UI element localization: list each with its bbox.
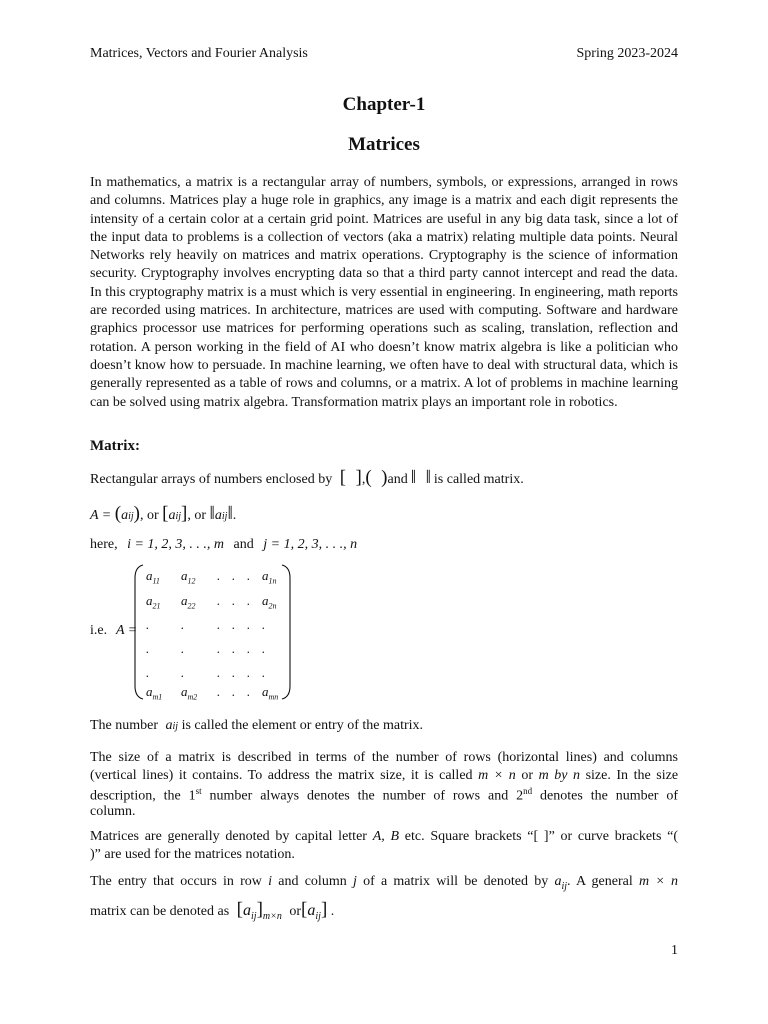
entry-l1d: . A general	[567, 874, 633, 889]
running-header-title: Matrices, Vectors and Fourier Analysis	[90, 46, 308, 61]
matrix-entry-subscript: 1n	[268, 576, 277, 586]
matrix-entry: .	[181, 665, 185, 680]
matrix-entry: .	[181, 617, 185, 632]
form1-a: a	[243, 902, 251, 919]
size-st: st	[195, 786, 202, 796]
denote-line-1	[90, 829, 678, 845]
matrix-definition	[90, 467, 524, 489]
matrix-entry: $a_{1n}$	[262, 568, 277, 586]
matrix-entry: .	[146, 641, 150, 656]
round-bracket-symbol: ( )	[365, 467, 388, 488]
matrix-entry: $a_{mn}$	[262, 684, 279, 702]
matrix-entry: $a_{2n}$	[262, 593, 277, 611]
matrix-entry: .	[247, 617, 251, 632]
notation-or-2: , or	[187, 508, 207, 523]
matrix-entry: $a_{12}$	[181, 568, 196, 586]
matrix-entry: .	[247, 593, 251, 608]
intro-paragraph: In mathematics, a matrix is a rectangular array of numbers, symbols, or expressions, arranged in rows and columns. Matrices play a huge role in graphics, any image is a matrix and each digit represents the intensity of a certain color at a certain grid point. Matrices are useful in any big data task, since a lot of the input data to problems is a collection of vectors (aka a matrix) relating multiple data points. Neural Networks rely heavily on matrices and matrix operations. Cryptography is the science of information security. Cryptography involves encrypting data so that a third party cannot intercept and read the data. In this cryptography matrix is a must which is very essential in engineering. In engineering, math reports are recorded using matrices. In architecture, matrices are used with computing. Software and hardware graphics processor use matrices for performing operations such as scaling, translation, reflection and rotation. A person working in the field of AI who doesn’t know matrix algebra is like a politician who doesn’t know how to persuade. In machine learning, we often have to deal with structural data, which is generally represented as a table of rows and columns, or a matrix. A lot of problems in machine learning can be solved using matrix algebra. Transformation matrix plays an important role in robotics.	[90, 175, 678, 410]
matrix-entry: .	[262, 617, 266, 632]
matrix-entry: .	[146, 617, 150, 632]
entry-l1a: The entry that occurs in row	[90, 874, 262, 889]
entry-l1b: and column	[278, 874, 347, 889]
square-bracket-symbol: [ ]	[339, 467, 362, 488]
form2-left-bracket: [	[301, 899, 308, 920]
size-mxn: m × n	[478, 768, 516, 783]
j-range: j = 1, 2, 3, . . ., n	[263, 537, 358, 552]
matrix-entry-subscript: 12	[187, 576, 196, 586]
i-range: i = 1, 2, 3, . . ., m	[127, 537, 225, 552]
entry-a: a	[554, 874, 562, 889]
notation-entry-1: a	[121, 508, 129, 523]
element-post: is called the element or entry of the matrix.	[181, 718, 424, 733]
matrix-entry-subscript: 22	[187, 601, 196, 611]
matrix-entry-subscript: mn	[268, 692, 279, 702]
page-number: 1	[671, 943, 678, 958]
denote-l1a: Matrices are generally denoted by capital letter	[90, 829, 367, 844]
matrix-entry: .	[247, 568, 251, 583]
matrix-entry-subscript: 2n	[268, 601, 277, 611]
definition-prefix: Rectangular arrays of numbers enclosed by	[90, 472, 333, 487]
matrix-entry: .	[181, 641, 185, 656]
form1-a-sub: ij	[251, 910, 257, 922]
entry-line-2	[90, 899, 334, 922]
notation-sub-3: ij	[221, 511, 228, 522]
notation-sub-1: ij	[128, 511, 134, 522]
matrix-entry: .	[262, 665, 266, 680]
right-paren-symbol: )	[133, 503, 140, 524]
notation-lhs: A =	[90, 508, 112, 523]
size-l3a: description, the 1	[90, 788, 196, 804]
definition-suffix: is called matrix.	[433, 472, 524, 487]
right-double-bar-symbol: ‖	[227, 503, 233, 524]
matrix-entry-subscript: m1	[152, 692, 163, 702]
element-sub: ij	[172, 721, 179, 732]
size-line-1: The size of a matrix is described in terms of the number of rows (horizontal lines) and columns	[90, 750, 678, 765]
size-or: or	[521, 768, 534, 783]
matrix-entry: $a_{11}$	[146, 568, 160, 586]
size-nd: nd	[523, 786, 533, 796]
size-line-4: column.	[90, 804, 136, 819]
matrix-entry: .	[247, 665, 251, 680]
matrix-entry: .	[232, 665, 236, 680]
matrix-entry-subscript: m2	[187, 692, 198, 702]
matrix-entry: $a_{22}$	[181, 593, 196, 611]
matrix-entry: $a_{21}$	[146, 593, 161, 611]
notation-entry-2: a	[168, 508, 176, 523]
ranges-and: and	[233, 537, 254, 552]
element-symbol: a	[165, 718, 173, 733]
left-square-bracket-symbol: [	[162, 503, 169, 524]
notation-or-1: , or	[139, 508, 159, 523]
matrix-entry: .	[232, 617, 236, 632]
matrix-left-paren	[134, 564, 144, 700]
matrix-lhs-text: A =	[116, 623, 138, 638]
matrix-entry: .	[217, 684, 221, 699]
matrix-entry: .	[232, 593, 236, 608]
entry-l2a: matrix can be denoted as	[90, 904, 230, 919]
definition-separator: ,	[361, 472, 366, 487]
form1-right-bracket: ]	[256, 899, 263, 920]
here-label: here,	[90, 537, 118, 552]
entry-j: j	[352, 874, 357, 889]
size-l2a: (vertical lines) it contains. To address the matrix size, it is called	[90, 768, 473, 783]
matrix-entry: .	[247, 641, 251, 656]
matrix-entry: .	[262, 641, 266, 656]
entry-l2c: .	[330, 904, 335, 919]
entry-mxn: m × n	[638, 874, 679, 889]
size-l2b: size. In the size	[585, 768, 679, 783]
entry-i: i	[268, 874, 273, 889]
matrix-entry-subscript: 11	[152, 576, 160, 586]
left-double-bar-symbol: ‖	[209, 503, 215, 524]
form2-right-bracket: ]	[320, 899, 328, 920]
matrix-entry: .	[217, 593, 221, 608]
matrix-entry: .	[217, 665, 221, 680]
definition-and: and	[387, 472, 408, 487]
element-definition	[90, 718, 423, 734]
matrix-right-paren	[281, 564, 291, 700]
form1-left-bracket: [	[236, 899, 243, 920]
matrix-entry: .	[146, 665, 150, 680]
right-square-bracket-symbol: ]	[181, 503, 188, 524]
matrix-entry: .	[217, 568, 221, 583]
notation-entry-3: a	[214, 508, 222, 523]
notation-end: .	[232, 508, 237, 523]
size-line-3	[90, 786, 678, 805]
entry-l1c: of a matrix will be denoted by	[363, 874, 549, 889]
matrix-entry: .	[217, 641, 221, 656]
matrix-entry-subscript: 21	[152, 601, 161, 611]
section-heading-matrix: Matrix:	[90, 438, 140, 454]
size-l3c: denotes the number of	[540, 788, 679, 804]
form1-size-sub: m×n	[262, 910, 282, 922]
matrix-entry: $a_{m1}$	[146, 684, 163, 702]
denote-line-2: )” are used for the matrices notation.	[90, 847, 295, 862]
chapter-title: Matrices	[348, 134, 420, 155]
entry-l2b: or	[289, 904, 302, 919]
left-paren-symbol: (	[114, 503, 122, 524]
matrix-entry: .	[247, 684, 251, 699]
element-pre: The number	[90, 718, 159, 733]
form2-a-sub: ij	[315, 910, 321, 922]
size-line-2	[90, 768, 678, 784]
size-l3b: number always denotes the number of rows and 2	[209, 788, 524, 804]
denote-ab: A, B	[372, 829, 400, 844]
chapter-number: Chapter-1	[342, 94, 426, 115]
index-ranges	[90, 537, 357, 553]
denote-l1b: etc. Square brackets “[ ]” or curve brackets “(	[404, 829, 678, 844]
form2-a: a	[307, 902, 316, 919]
ie-label: i.e.	[90, 623, 108, 638]
matrix-entry: $a_{m2}$	[181, 684, 198, 702]
entry-line-1	[90, 874, 678, 892]
matrix-entry: .	[217, 617, 221, 632]
matrix-entry: .	[232, 568, 236, 583]
matrix-entry: .	[232, 684, 236, 699]
size-mbyn: m by n	[538, 768, 581, 783]
notation-sub-2: ij	[175, 511, 182, 522]
double-bar-symbol: ‖ ‖	[410, 467, 431, 488]
running-header-term: Spring 2023-2024	[576, 46, 678, 61]
matrix-entry: .	[232, 641, 236, 656]
entry-a-sub: ij	[561, 880, 568, 892]
matrix-notation	[90, 503, 236, 525]
